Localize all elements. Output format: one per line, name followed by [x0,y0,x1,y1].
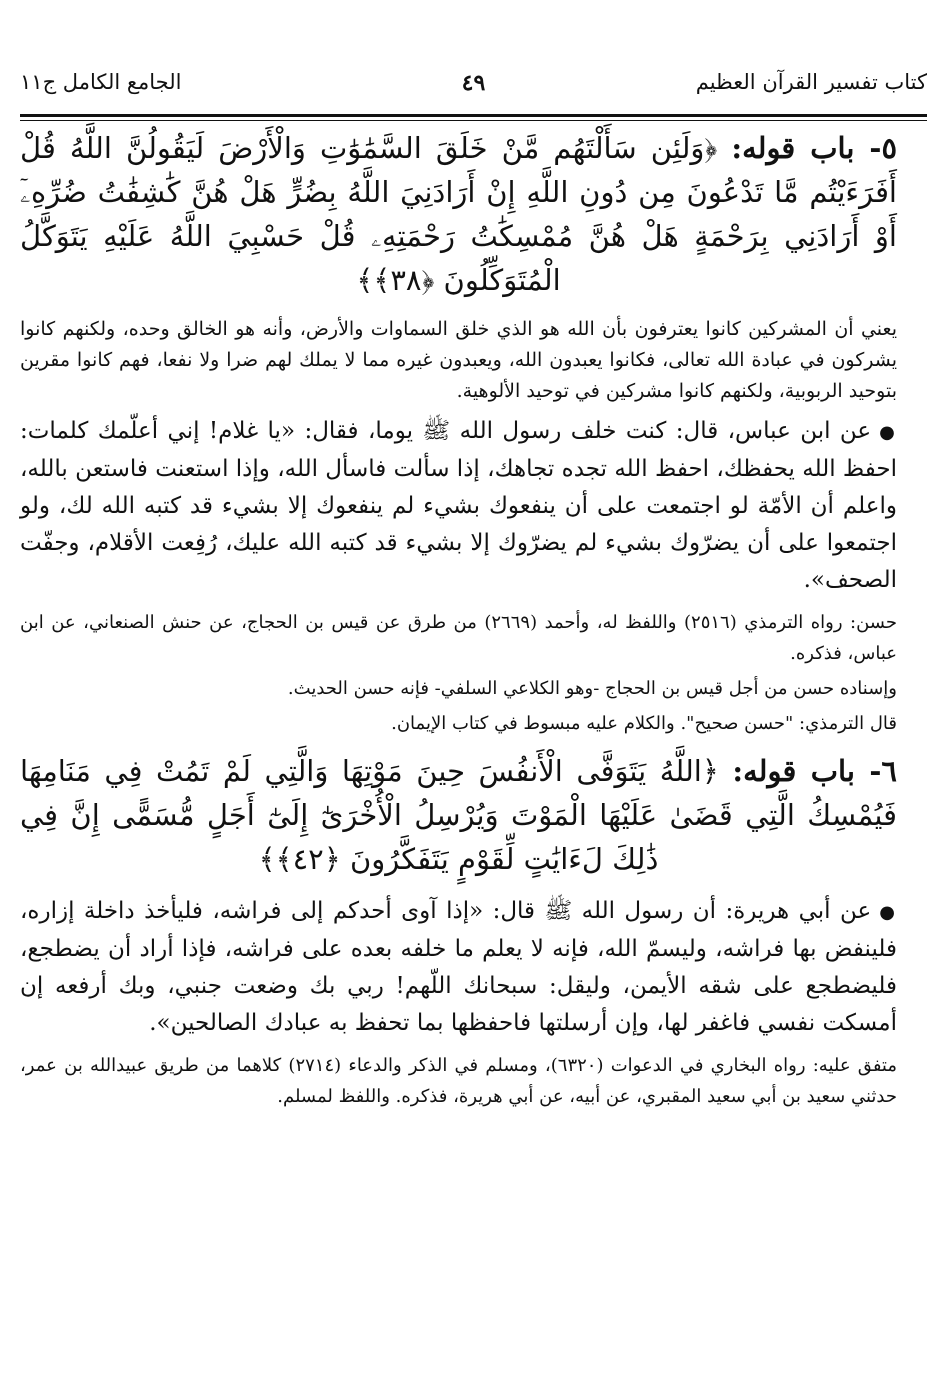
bullet-icon: ● [879,422,897,443]
takhrij-3: قال الترمذي: "حسن صحيح". والكلام عليه مبسوط في كتاب الإيمان. [391,713,897,734]
book-title: كتاب تفسير القرآن العظيم [695,70,927,94]
chapter-5-title: ٥- باب قوله: [731,131,898,165]
hadith-abu-hurayra [20,893,897,1042]
page-content [20,126,897,1116]
header-rule-thin [20,120,927,121]
hadith-ibn-abbas-text: عن ابن عباس، قال: كنت خلف رسول الله ﷺ يوما، فقال: «يا غلام! إني أعلّمك كلمات: احفظ الله يحفظك، احفظ الله تجده تجاهك، إذا سألت فاسأل الله، وإذا استعنت فاستعن بالله، واعلم أن الأمّة لو اجتمعت على أن ينفعوك بشيء لم ينفعوك إلا بشيء قد كتبه الله لك، ولو اجتمعوا على أن يضرّوك بشيء لم يضرّوك إلا بشيء قد كتبه الله عليك، رُفِعت الأقلام، وجفّت الصحف». [20,418,897,593]
page-header [20,70,927,104]
chapter-6-heading [20,749,897,881]
chapter-6-ayah: ﴿اللَّهُ يَتَوَفَّى الْأَنفُسَ حِينَ مَوْتِهَا وَالَّتِي لَمْ تَمُتْ فِي مَنَامِهَا فَيُمْسِكُ الَّتِي قَضَىٰ عَلَيْهَا الْمَوْتَ وَيُرْسِلُ الْأُخْرَىٰٓ إِلَىٰٓ أَجَلٍ مُّسَمًّى إِنَّ فِي ذَٰلِكَ لَءَايَٰتٍ لِّقَوْمٍ يَتَفَكَّرُونَ ﴿٤٢﴾﴾ [20,754,897,876]
bullet-icon: ● [879,902,897,923]
chapter-5-ayah: ﴿وَلَئِن سَأَلْتَهُم مَّنْ خَلَقَ السَّمَٰوَٰتِ وَالْأَرْضَ لَيَقُولُنَّ اللَّهُ قُلْ أَفَرَءَيْتُم مَّا تَدْعُونَ مِن دُونِ اللَّهِ إِنْ أَرَادَنِيَ اللَّهُ بِضُرٍّ هَلْ هُنَّ كَٰشِفَٰتُ ضُرِّهِۦٓ أَوْ أَرَادَنِي بِرَحْمَةٍ هَلْ هُنَّ مُمْسِكَٰتُ رَحْمَتِهِۦ قُلْ حَسْبِيَ اللَّهُ عَلَيْهِ يَتَوَكَّلُ الْمُتَوَكِّلُونَ ﴿٣٨﴾﴾ [20,131,897,297]
chapter-5-commentary: يعني أن المشركين كانوا يعترفون بأن الله هو الذي خلق السماوات والأرض، وأنه هو الخالق وحده، ولكنهم كانوا يشركون في عبادة الله تعالى، فكانوا يعبدون الله، ويعبدون غيره مما لا يملك لهم ضرا ولا نفعا، فهم كانوا مقرين بتوحيد الربوبية، ولكنهم كانوا مشركين في توحيد الألوهية. [20,318,897,402]
hadith-abu-hurayra-text: عن أبي هريرة: أن رسول الله ﷺ قال: «إذا آوى أحدكم إلى فراشه، فليأخذ داخلة إزاره، فلينفض بها فراشه، وليسمّ الله، فإنه لا يعلم ما خلفه بعده على فراشه، فإذا أراد أن يضطجع، فليضطجع على شقه الأيمن، وليقل: سبحانك اللّهم! ربي بك وضعت جنبي، وبك أرفعه إن أمسكت نفسي فاغفر لها، وإن أرسلتها فاحفظها بما تحفظ به عبادك الصالحين». [20,898,897,1036]
volume-label: الجامع الكامل ج١١ [20,70,182,94]
header-rule-thick [20,114,927,117]
takhrij-2: وإسناده حسن من أجل قيس بن الحجاج -وهو الكلاعي السلفي- فإنه حسن الحديث. [287,678,897,699]
takhrij-4: متفق عليه: رواه البخاري في الدعوات (٦٣٢٠)، ومسلم في الذكر والدعاء (٢٧١٤) كلاهما من طريق عبيدالله بن عمر، حدثني سعيد بن أبي سعيد المقبري، عن أبيه، عن أبي هريرة، فذكره. واللفظ لمسلم. [20,1055,897,1107]
chapter-5-heading [20,126,897,302]
page-number: ٤٩ [461,70,486,96]
hadith-ibn-abbas [20,413,897,599]
chapter-6-title: ٦- باب قوله: [732,754,897,788]
takhrij-1: حسن: رواه الترمذي (٢٥١٦) واللفظ له، وأحمد (٢٦٦٩) من طرق عن قيس بن الحجاج، عن حنش الصنعاني، عن ابن عباس، فذكره. [20,612,897,664]
